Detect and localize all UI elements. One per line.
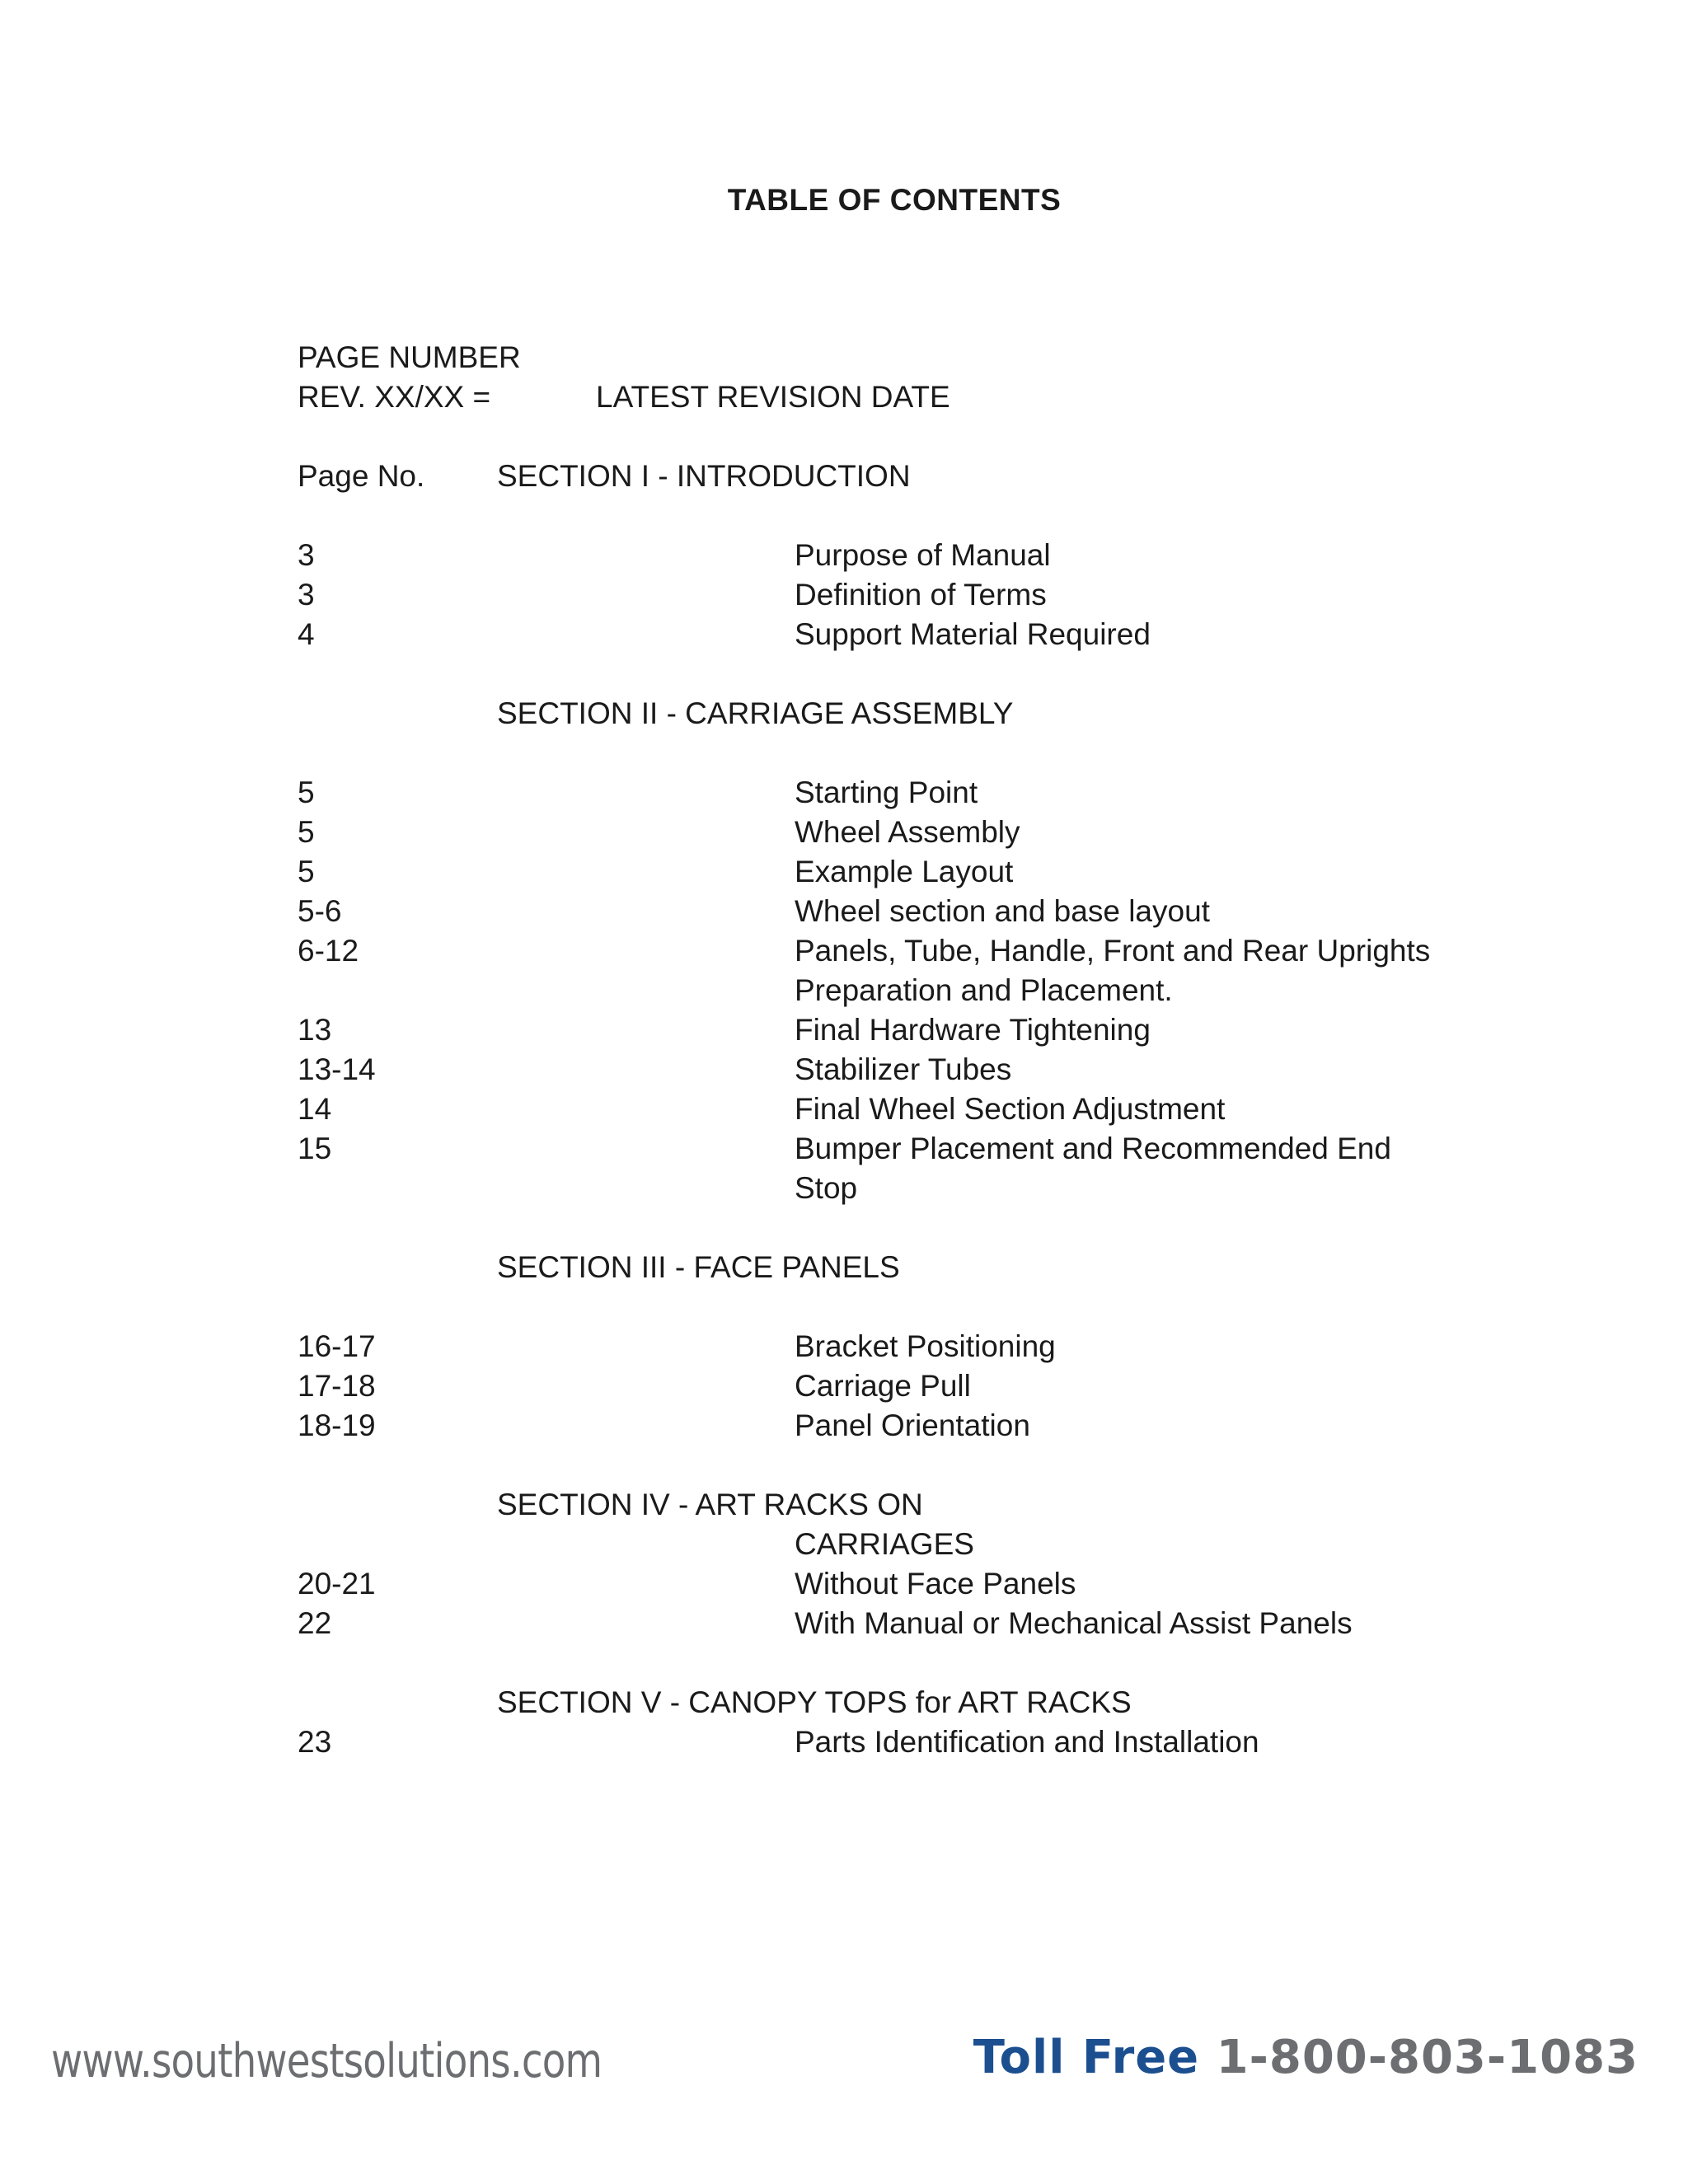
toc-entry [298, 615, 1534, 654]
entry-page: 17-18 [298, 1369, 376, 1403]
toc-entry-continuation [298, 971, 1534, 1010]
entry-title: Preparation and Placement. [795, 973, 1173, 1007]
entry-page: 5 [298, 855, 315, 888]
entry-title: Bracket Positioning [795, 1329, 1056, 1363]
section-heading-row [298, 1248, 1534, 1287]
entry-page: 22 [298, 1606, 332, 1640]
toc-entry [298, 773, 1534, 813]
section-heading-row [298, 457, 1534, 496]
toc-entry [298, 931, 1534, 971]
entry-title: Wheel section and base layout [795, 894, 1210, 928]
entry-page: 15 [298, 1132, 332, 1165]
section-heading-continuation: CARRIAGES [795, 1527, 974, 1561]
entry-title: Example Layout [795, 855, 1014, 888]
entry-title: Panel Orientation [795, 1408, 1030, 1442]
table-of-contents [298, 338, 1534, 1762]
column-header-page-no: Page No. [298, 459, 425, 493]
section-heading-row [298, 1683, 1534, 1722]
legend-rev-value: LATEST REVISION DATE [596, 380, 950, 414]
entry-page: 3 [298, 538, 315, 572]
toc-entry [298, 892, 1534, 931]
toc-entry [298, 1406, 1534, 1446]
toc-entry-continuation [298, 1169, 1534, 1208]
entry-page: 4 [298, 617, 315, 651]
entry-title: Bumper Placement and Recommended End [795, 1132, 1391, 1165]
entry-title: Support Material Required [795, 617, 1151, 651]
toc-entry [298, 1604, 1534, 1643]
entry-page: 14 [298, 1092, 332, 1126]
legend-rev-label: REV. XX/XX = [298, 380, 491, 414]
page-title: TABLE OF CONTENTS [727, 183, 1062, 217]
toc-entry [298, 1722, 1534, 1762]
section-heading: SECTION III - FACE PANELS [497, 1250, 900, 1284]
legend-page-number: PAGE NUMBER [298, 340, 521, 374]
legend-page-number-row [298, 338, 1534, 377]
entry-page: 13 [298, 1013, 332, 1047]
toll-free-label: Toll Free [973, 2031, 1200, 2084]
entry-title: Purpose of Manual [795, 538, 1051, 572]
entry-page: 5-6 [298, 894, 342, 928]
entry-title: Stop [795, 1171, 858, 1205]
entry-page: 5 [298, 815, 315, 849]
website-link[interactable]: www.southwestsolutions.com [51, 2034, 603, 2088]
section-heading: SECTION I - INTRODUCTION [497, 459, 911, 493]
entry-title: Carriage Pull [795, 1369, 971, 1403]
entry-page: 16-17 [298, 1329, 376, 1363]
toc-entry [298, 1129, 1534, 1169]
entry-page: 6-12 [298, 934, 359, 968]
entry-title: Starting Point [795, 776, 978, 809]
toc-entry [298, 1010, 1534, 1050]
toc-entry [298, 1050, 1534, 1090]
toc-entry [298, 813, 1534, 852]
entry-page: 13-14 [298, 1052, 376, 1086]
entry-title: Without Face Panels [795, 1567, 1076, 1601]
entry-page: 20-21 [298, 1567, 376, 1601]
section-heading-row [298, 694, 1534, 733]
entry-title: Wheel Assembly [795, 815, 1020, 849]
entry-title: Panels, Tube, Handle, Front and Rear Uprights [795, 934, 1431, 968]
entry-title: With Manual or Mechanical Assist Panels [795, 1606, 1353, 1640]
section-heading-continuation-row [298, 1525, 1534, 1564]
entry-page: 5 [298, 776, 315, 809]
legend-revision-row [298, 377, 1534, 417]
section-heading-row [298, 1485, 1534, 1525]
entry-page: 18-19 [298, 1408, 376, 1442]
section-heading: SECTION IV - ART RACKS ON [497, 1488, 923, 1521]
toc-entry [298, 1564, 1534, 1604]
entry-title: Definition of Terms [795, 578, 1047, 612]
toc-entry [298, 852, 1534, 892]
toc-entry [298, 1327, 1534, 1366]
toc-entry [298, 575, 1534, 615]
entry-title: Parts Identification and Installation [795, 1725, 1259, 1759]
toll-free-phone[interactable] [973, 2031, 1639, 2084]
entry-page: 3 [298, 578, 315, 612]
section-heading: SECTION II - CARRIAGE ASSEMBLY [497, 696, 1014, 730]
entry-title: Stabilizer Tubes [795, 1052, 1012, 1086]
entry-title: Final Hardware Tightening [795, 1013, 1151, 1047]
toc-entry [298, 1366, 1534, 1406]
phone-number: 1-800-803-1083 [1216, 2031, 1639, 2084]
entry-title: Final Wheel Section Adjustment [795, 1092, 1226, 1126]
toc-entry [298, 1090, 1534, 1129]
section-heading: SECTION V - CANOPY TOPS for ART RACKS [497, 1685, 1132, 1719]
toc-entry [298, 536, 1534, 575]
entry-page: 23 [298, 1725, 332, 1759]
